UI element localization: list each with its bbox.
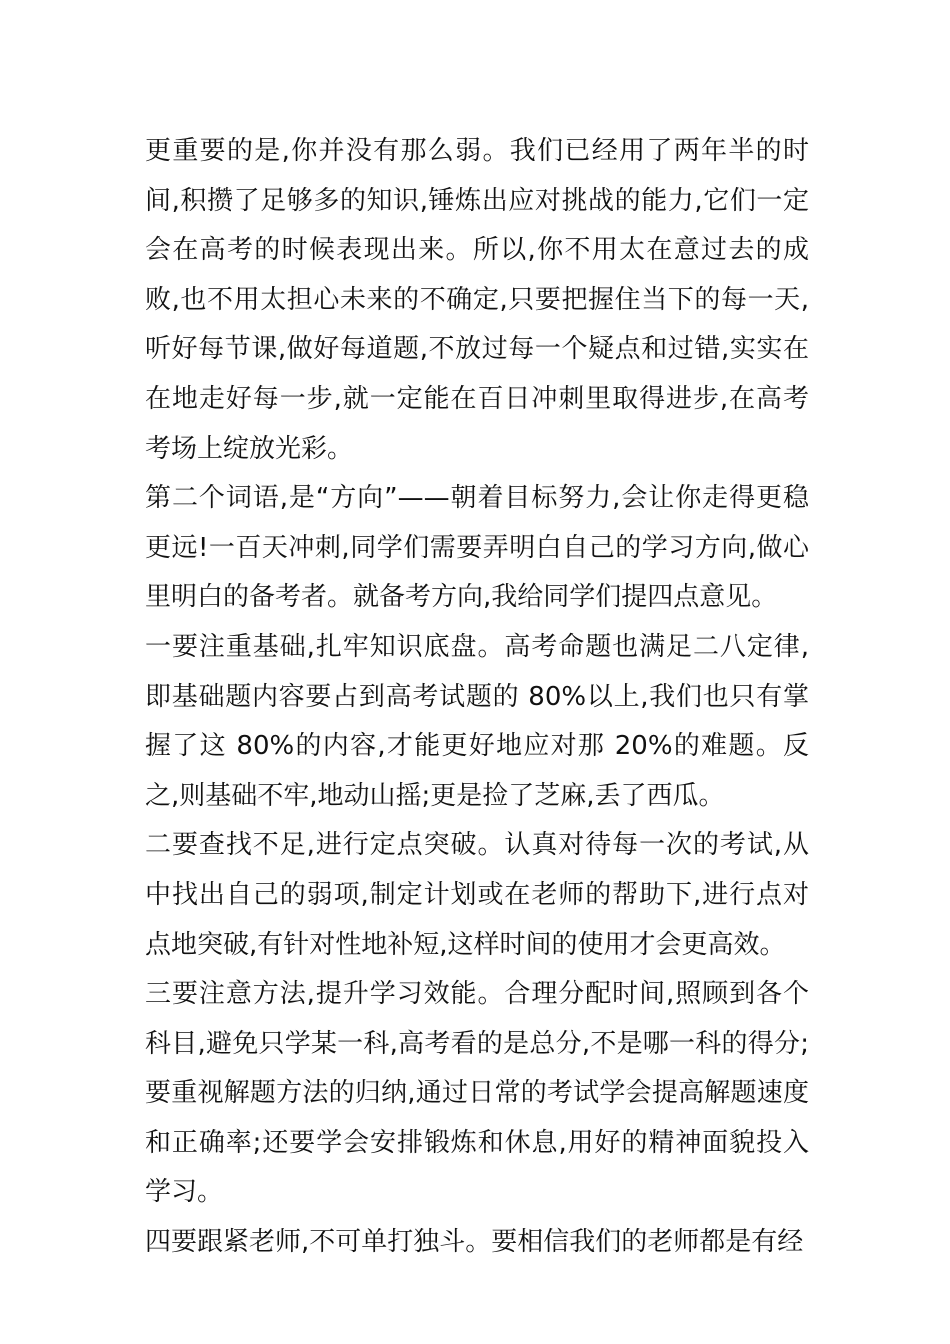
paragraph-point-two: 二要查找不足,进行定点突破。认真对待每一次的考试,从中找出自己的弱项,制定计划或在老师的帮助下,进行点对点地突破,有针对性地补短,这样时间的使用才会更高效。 (145, 830, 809, 960)
paragraph-point-one: 一要注重基础,扎牢知识底盘。高考命题也满足二八定律,即基础题内容要占到高考试题的 80%以上,我们也只有掌握了这 80%的内容,才能更好地应对那 20%的难题。反之,则基础不牢,地动山摇;更是捡了芝麻,丢了西瓜。 (145, 631, 809, 811)
paragraph-point-three: 三要注意方法,提升学习效能。合理分配时间,照顾到各个科目,避免只学某一科,高考看的是总分,不是哪一科的得分;要重视解题方法的归纳,通过日常的考试学会提高解题速度和正确率;还要学会安排锻炼和休息,用好的精神面貌投入学习。 (145, 979, 809, 1208)
document-body (145, 127, 809, 1268)
paragraph-effort-summary: 更重要的是,你并没有那么弱。我们已经用了两年半的时间,积攒了足够多的知识,锤炼出应对挑战的能力,它们一定会在高考的时候表现出来。所以,你不用太在意过去的成败,也不用太担心未来的不确定,只要把握住当下的每一天,听好每节课,做好每道题,不放过每一个疑点和过错,实实在在地走好每一步,就一定能在百日冲刺里取得进步,在高考考场上绽放光彩。 (145, 136, 809, 464)
paragraph-point-four: 四要跟紧老师,不可单打独斗。要相信我们的老师都是有经 (145, 1227, 804, 1258)
paragraph-direction-intro: 第二个词语,是“方向”——朝着目标努力,会让你走得更稳更远!一百天冲刺,同学们需要弄明白自己的学习方向,做心里明白的备考者。就备考方向,我给同学们提四点意见。 (145, 483, 809, 613)
